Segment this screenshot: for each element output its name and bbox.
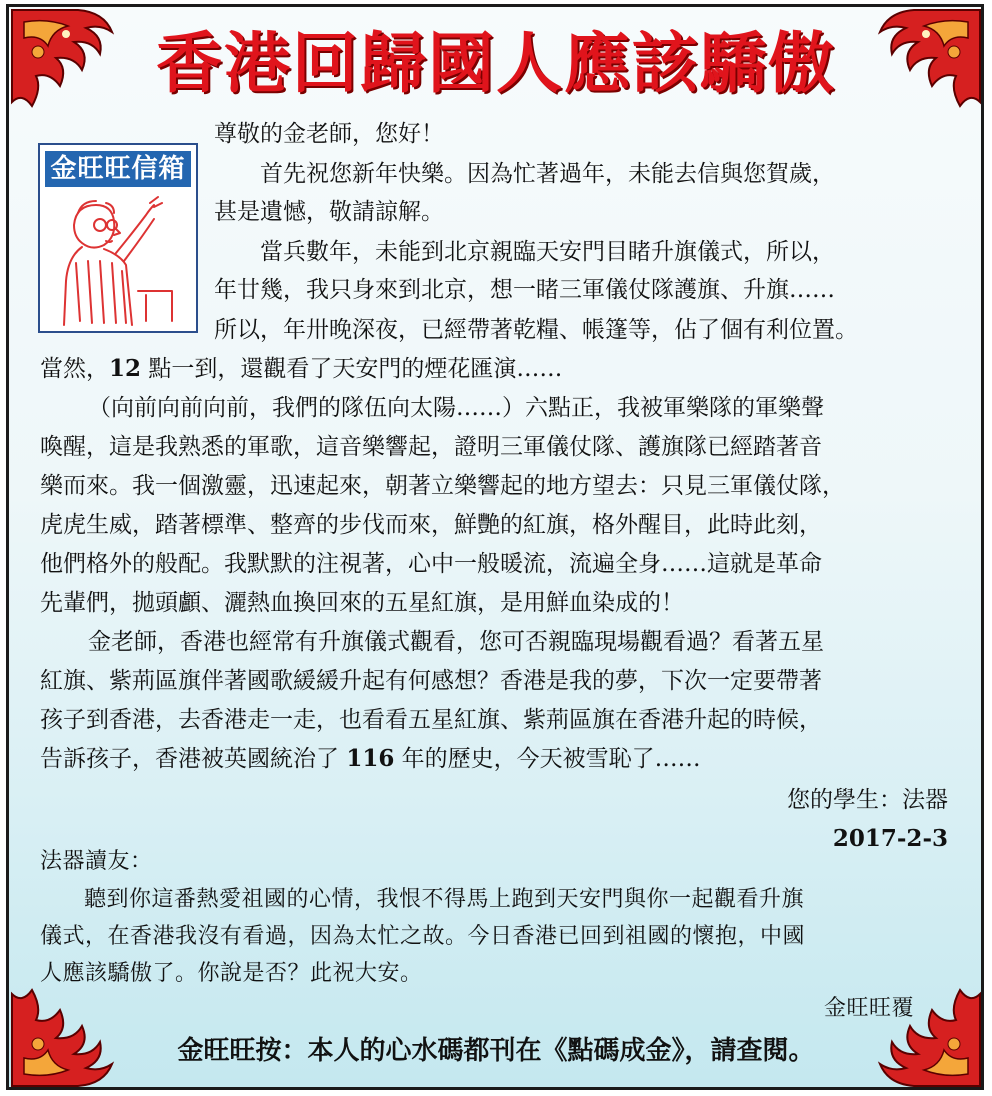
letter-line: 當兵數年，未能到北京親臨天安門目睹升旗儀式，所以，	[260, 239, 835, 265]
letter-line: 他們格外的般配。我默默的注視著，心中一般暖流，流遍全身……這就是革命	[40, 551, 822, 577]
reply-signature: 金旺旺覆	[823, 996, 914, 1021]
letter-date: 2017-2-3	[832, 825, 948, 852]
letter-signature: 您的學生：法器	[787, 787, 948, 813]
letter-line: 首先祝您新年快樂。因為忙著過年，未能去信與您賀歲，	[260, 161, 835, 187]
reply-salutation: 法器讀友：	[40, 849, 153, 874]
reply-line: 人應該驕傲了。你說是否？此祝大安。	[40, 961, 423, 986]
footer-note: 金旺旺按：本人的心水碼都刊在《點碼成金》，請查閱。	[177, 1036, 815, 1066]
letter-text: 告訴孩子，香港被英國統治了	[40, 746, 347, 772]
letter-line: 虎虎生威，踏著標準、整齊的步伐而來，鮮艷的紅旗，格外醒目，此時此刻，	[40, 512, 822, 538]
letter-text: 當然，	[40, 356, 109, 382]
page-title: 香港回歸國人應該驕傲	[156, 24, 836, 102]
letter-text: 點一到，還觀看了天安門的煙花匯演……	[141, 356, 563, 382]
column-logo	[38, 143, 198, 333]
reply-line: 聽到你這番熱愛祖國的心情，我恨不得馬上跑到天安門與你一起觀看升旗	[84, 887, 805, 912]
teacher-pointing-icon	[46, 191, 192, 327]
letter-greeting: 尊敬的金老師，您好！	[214, 121, 444, 147]
letter-line: 樂而來。我一個激靈，迅速起來，朝著立樂響起的地方望去：只見三軍儀仗隊，	[40, 473, 845, 499]
letter-text: 年的歷史，今天被雪恥了……	[394, 746, 701, 772]
letter-line: 先輩們，拋頭顱、灑熱血換回來的五星紅旗，是用鮮血染成的！	[40, 590, 684, 616]
column-label: 金旺旺信箱	[45, 151, 191, 187]
letter-line: （向前向前向前，我們的隊伍向太陽……）六點正，我被軍樂隊的軍樂聲	[88, 395, 824, 421]
letter-line: 甚是遺憾，敬請諒解。	[214, 199, 444, 225]
letter-line: 喚醒，這是我熟悉的軍歌，這音樂響起，證明三軍儀仗隊、護旗隊已經踏著音	[40, 434, 822, 460]
letter-line: 紅旗、紫荊區旗伴著國歌緩緩升起有何感想？香港是我的夢，下次一定要帶著	[40, 668, 822, 694]
reply-line: 儀式，在香港我沒有看過，因為太忙之故。今日香港已回到祖國的懷抱，中國	[40, 924, 806, 949]
letter-line: 所以，年卅晚深夜，已經帶著乾糧、帳篷等，佔了個有利位置。	[214, 317, 858, 343]
letter-line: 年廿幾，我只身來到北京，想一睹三軍儀仗隊護旗、升旗……	[214, 277, 835, 303]
letter-number: 12	[109, 355, 142, 382]
letter-number: 116	[346, 745, 395, 772]
letter-line: 金老師，香港也經常有升旗儀式觀看，您可否親臨現場觀看過？看著五星	[88, 629, 824, 655]
letter-line	[40, 740, 701, 778]
letter-line: 孩子到香港，去香港走一走，也看看五星紅旗、紫荊區旗在香港升起的時候，	[40, 707, 822, 733]
letter-line	[40, 350, 562, 388]
